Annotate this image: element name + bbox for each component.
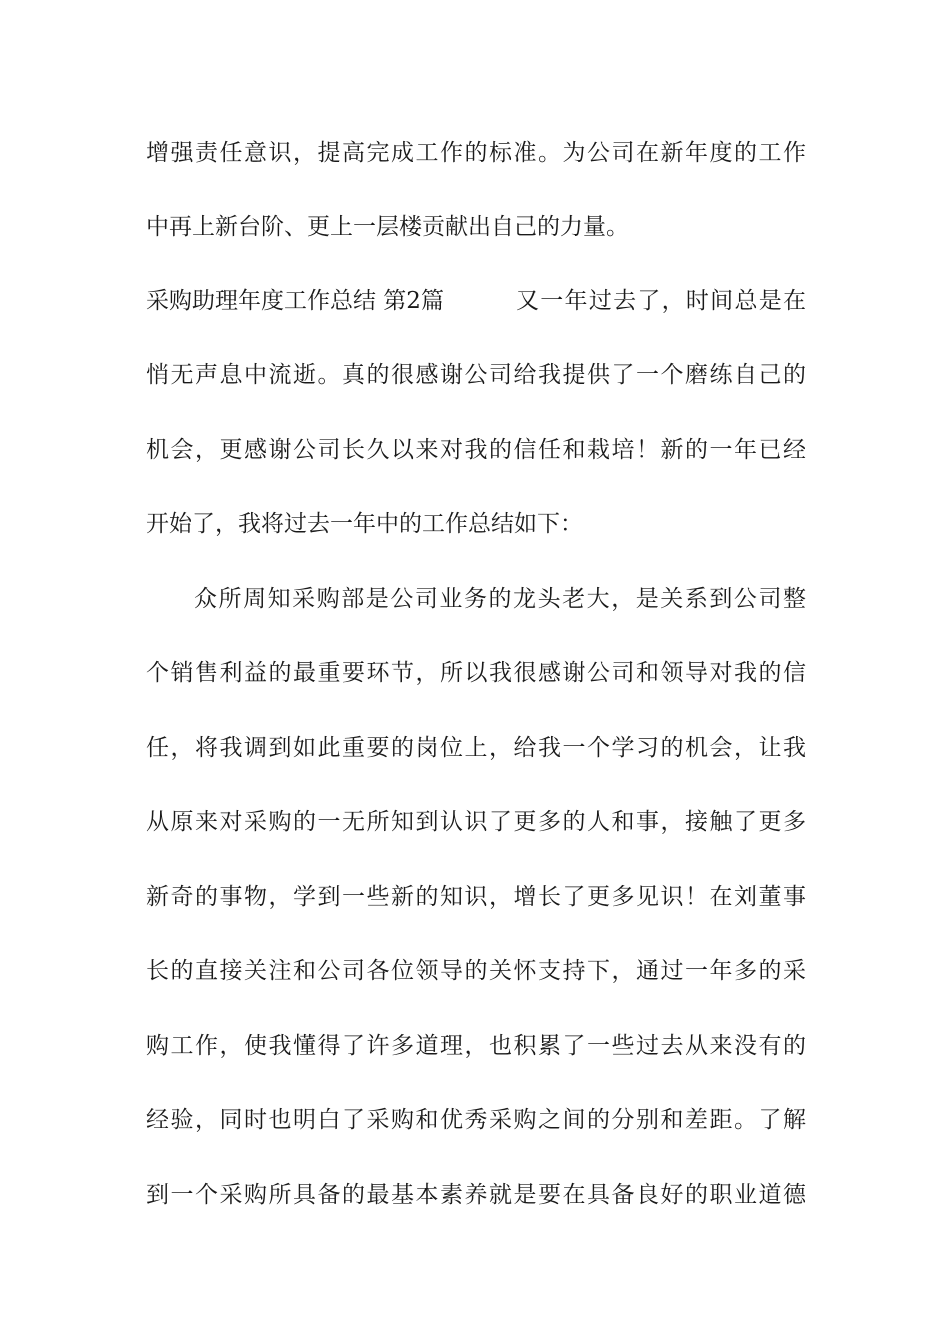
text-line: 新奇的事物，学到一些新的知识，增长了更多见识！在刘董事 (146, 884, 806, 910)
text-line: 到一个采购所具备的最基本素养就是要在具备良好的职业道德 (146, 1182, 806, 1208)
text-line: 任，将我调到如此重要的岗位上，给我一个学习的机会，让我 (146, 735, 806, 761)
text-line: 购工作，使我懂得了许多道理，也积累了一些过去从来没有的 (146, 1033, 806, 1059)
text-line: 经验，同时也明白了采购和优秀采购之间的分别和差距。了解 (146, 1107, 806, 1133)
text-line: 又一年过去了，时间总是在 (516, 288, 806, 314)
text-line: 个销售利益的最重要环节，所以我很感谢公司和领导对我的信 (146, 660, 806, 686)
text-line: 机会，更感谢公司长久以来对我的信任和栽培！新的一年已经 (146, 437, 806, 463)
text-line: 从原来对采购的一无所知到认识了更多的人和事，接触了更多 (146, 809, 806, 835)
section-title: 采购助理年度工作总结 第2篇 (146, 288, 444, 314)
text-line: 中再上新台阶、更上一层楼贡献出自己的力量。 (146, 214, 629, 240)
text-line: 长的直接关注和公司各位领导的关怀支持下，通过一年多的采 (146, 958, 806, 984)
text-line: 悄无声息中流逝。真的很感谢公司给我提供了一个磨练自己的 (146, 362, 806, 388)
text-line: 开始了，我将过去一年中的工作总结如下： (146, 511, 583, 537)
text-line: 增强责任意识，提高完成工作的标准。为公司在新年度的工作 (146, 140, 806, 166)
paragraph-first-line: 众所周知采购部是公司业务的龙头老大，是关系到公司整 (194, 586, 806, 612)
